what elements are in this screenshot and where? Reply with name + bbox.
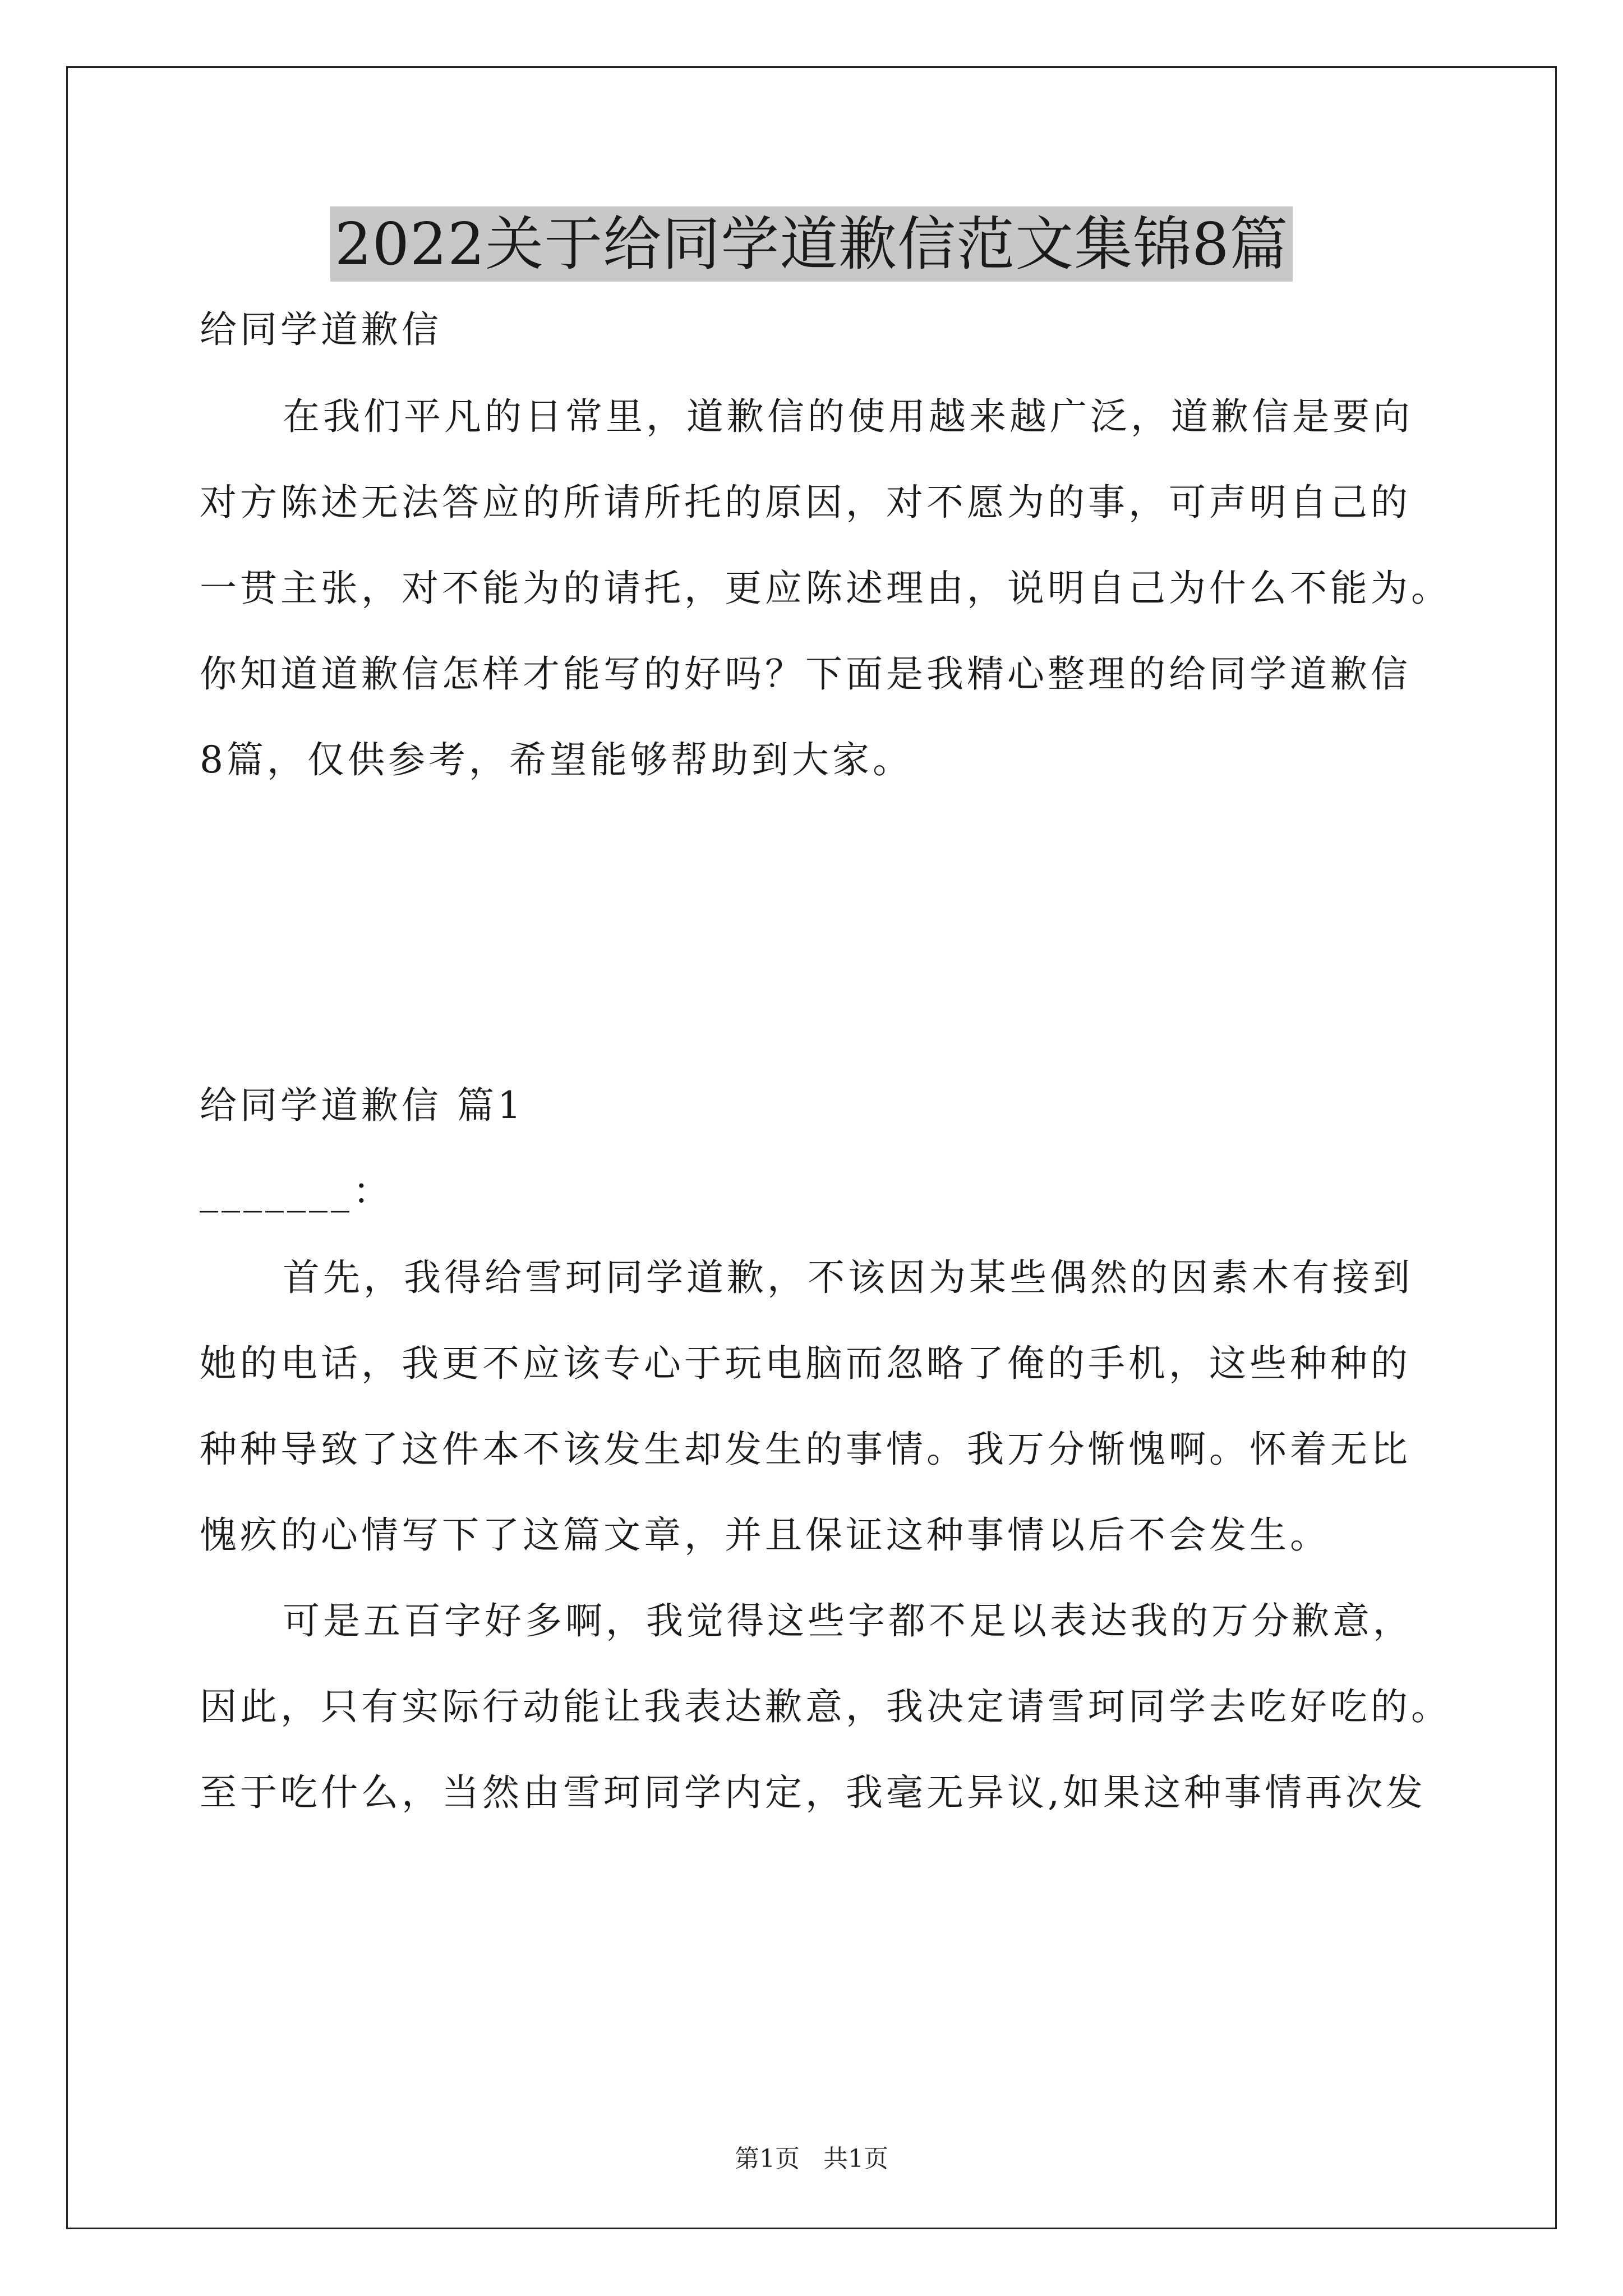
paragraph-line: 一贯主张，对不能为的请托，更应陈述理由，说明自己为什么不能为。 bbox=[200, 567, 1451, 610]
paragraph-line: 至于吃什么，当然由雪珂同学内定，我毫无异议,如果这种事情再次发 bbox=[200, 1771, 1426, 1814]
title-container bbox=[0, 206, 1623, 282]
paragraph-line: 对方陈述无法答应的所请所托的原因，对不愿为的事，可声明自己的 bbox=[200, 481, 1411, 524]
paragraph-line: 可是五百字好多啊，我觉得这些字都不足以表达我的万分歉意， bbox=[283, 1599, 1413, 1642]
paragraph-line: 愧疚的心情写下了这篇文章，并且保证这种事情以后不会发生。 bbox=[200, 1513, 1330, 1557]
page-number: 第1页 bbox=[735, 2145, 800, 2173]
paragraph-line: 种种导致了这件本不该发生却发生的事情。我万分惭愧啊。怀着无比 bbox=[200, 1428, 1411, 1471]
paragraph-line: 首先，我得给雪珂同学道歉，不该因为某些偶然的因素木有接到 bbox=[283, 1256, 1413, 1299]
salutation-line: _______： bbox=[200, 1170, 393, 1213]
page-total: 共1页 bbox=[823, 2145, 888, 2173]
document-title: 2022关于给同学道歉信范文集锦8篇 bbox=[330, 206, 1293, 282]
paragraph-line: 你知道道歉信怎样才能写的好吗？下面是我精心整理的给同学道歉信 bbox=[200, 652, 1411, 696]
paragraph-line: 因此，只有实际行动能让我表达歉意，我决定请雪珂同学去吃好吃的。 bbox=[200, 1685, 1451, 1728]
section-heading: 给同学道歉信 bbox=[200, 308, 442, 351]
page-footer bbox=[0, 2138, 1623, 2174]
paragraph-line: 她的电话，我更不应该专心于玩电脑而忽略了俺的手机，这些种种的 bbox=[200, 1342, 1411, 1385]
paragraph-line: 在我们平凡的日常里，道歉信的使用越来越广泛，道歉信是要向 bbox=[283, 395, 1413, 438]
section-heading: 给同学道歉信 篇1 bbox=[200, 1084, 524, 1127]
paragraph-line: 8篇，仅供参考，希望能够帮助到大家。 bbox=[200, 738, 913, 781]
page-border bbox=[66, 66, 1557, 2229]
